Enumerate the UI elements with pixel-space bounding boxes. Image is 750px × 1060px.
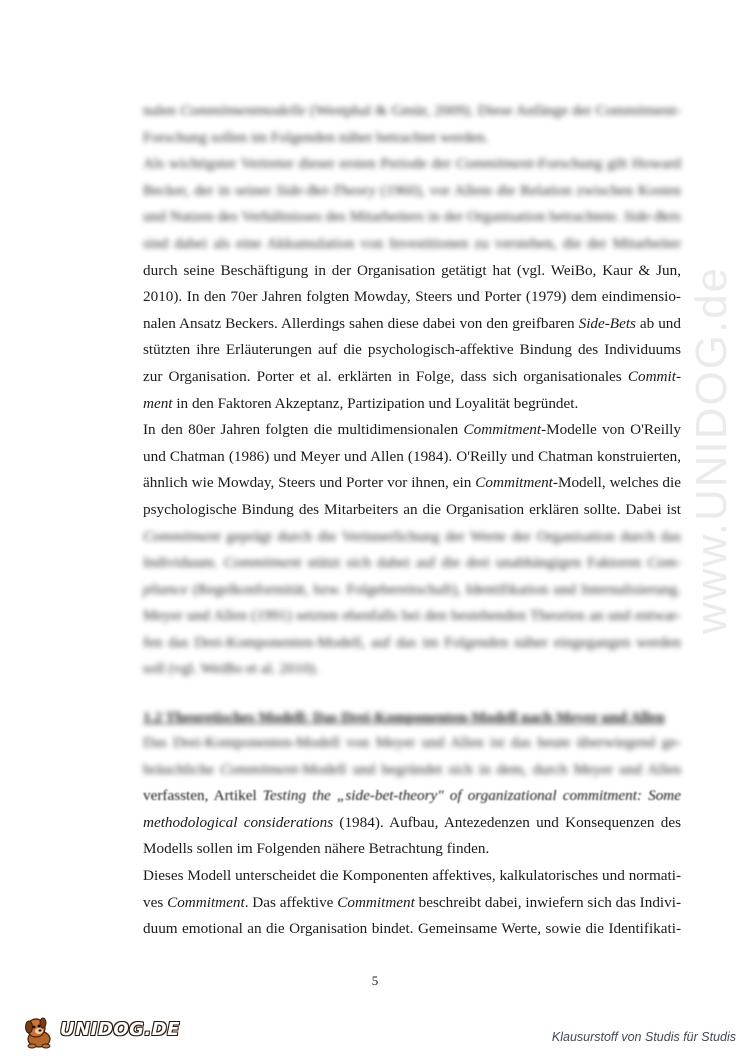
text-line xyxy=(143,916,681,943)
text-line xyxy=(143,757,681,784)
italic-term: pliance xyxy=(143,580,188,598)
text-line xyxy=(143,577,681,604)
text-segment: ähnlich wie Mowday, Steers und Porter vor ihnen, ein xyxy=(143,474,476,492)
page-number: 5 xyxy=(371,973,379,988)
italic-term: Commitment xyxy=(463,421,542,439)
text-segment: Forschung sollen im Folgenden näher betrachtet werden. xyxy=(143,128,489,146)
text-segment: duum emotional an die Organisation bindet. Gemeinsame Werte, sowie die Identifikati- xyxy=(143,920,681,938)
text-line xyxy=(143,550,681,577)
footer-tagline: Klausurstoff von Studis für Studis xyxy=(551,1030,736,1044)
italic-term: methodological considerations xyxy=(143,813,334,831)
text-segment: Becker, der in seiner xyxy=(143,181,277,199)
text-segment: -Forschung gilt Howard xyxy=(533,155,681,173)
watermark: www.UNIDOG.de xyxy=(687,265,736,635)
text-line xyxy=(143,630,681,657)
text-segment: . Das affektive xyxy=(244,893,338,911)
text-line xyxy=(143,98,681,125)
text-line xyxy=(143,863,681,890)
italic-term: Commitment xyxy=(219,760,298,778)
text-line xyxy=(143,258,681,285)
text-segment: Dieses Modell unterscheidet die Komponenten affektives, kalkulatorisches und normati- xyxy=(143,866,681,884)
text-line xyxy=(143,836,681,863)
text-segment: 2010). In den 70er Jahren folgten Mowday, Steers und Porter (1979) dem eindimensio- xyxy=(143,288,681,306)
italic-term: Com- xyxy=(647,554,681,572)
unidog-logo[interactable] xyxy=(22,1015,180,1049)
text-line xyxy=(143,524,681,551)
text-segment: soll (vgl. WeiBo et al. 2010). xyxy=(143,660,319,678)
body-text-block-2 xyxy=(143,730,681,943)
text-line xyxy=(143,231,681,258)
text-segment: Modells sollen im Folgenden nähere Betrachtung finden. xyxy=(143,840,490,858)
text-line xyxy=(143,364,681,391)
text-segment: ab und xyxy=(635,314,681,332)
text-line xyxy=(143,311,681,338)
text-line xyxy=(143,470,681,497)
italic-term: Commit- xyxy=(627,367,681,385)
italic-term: Side-Bets xyxy=(578,314,636,332)
italic-term: Commitment xyxy=(143,527,221,545)
text-segment: sind dabei als eine Akkumulation von Investitionen zu verstehen, die der Mitarbeiter xyxy=(143,234,681,252)
text-line xyxy=(143,417,681,444)
text-segment: fen das Drei-Komponenten-Modell, auf das im Folgenden näher eingegangen werden xyxy=(143,633,681,651)
text-line xyxy=(143,890,681,917)
section-heading: 1.2 Theoretisches Modell: Das Drei-Komponenten-Modell nach Meyer und Allen xyxy=(143,709,665,726)
text-line xyxy=(143,337,681,364)
text-segment: Das Drei-Komponenten-Modell von Meyer und Allen ist das heute überwiegend ge- xyxy=(143,734,681,751)
text-segment: stützt sich dabei auf die drei unabhängigen Faktoren xyxy=(301,554,648,572)
italic-term: Commitment xyxy=(475,474,553,492)
text-segment: stützten ihre Erläuterungen auf die psychologisch-affektive Bindung des Individuums xyxy=(143,341,681,359)
text-segment: -Modell, welches die xyxy=(552,474,681,492)
text-segment: -Modelle von O'Reilly xyxy=(541,421,681,439)
italic-term: Commitment xyxy=(337,893,415,911)
italic-term: Commitment xyxy=(167,893,245,911)
logo-text: UNIDOG.DE xyxy=(60,1019,180,1040)
italic-term: Commitment xyxy=(455,155,534,173)
text-line xyxy=(143,284,681,311)
text-segment: (1960), vor Allem die Relation zwischen Kosten xyxy=(375,181,681,199)
italic-term: Commitmentmodelle xyxy=(180,102,306,119)
text-segment: (1984). Aufbau, Antezedenzen und Konsequenzen des xyxy=(333,813,681,831)
text-segment: psychologische Bindung des Mitarbeiters an die Organisation erklären sollte. Dabei ist xyxy=(143,500,681,518)
text-segment: zur Organisation. Porter et al. erklärten in Folge, dass sich organisationales xyxy=(143,367,628,385)
italic-term: Side-Bet-Theory xyxy=(276,181,376,199)
text-segment: Individuum. xyxy=(143,554,224,572)
text-line xyxy=(143,151,681,178)
text-line xyxy=(143,391,681,418)
text-segment: Meyer und Allen (1991) setzten ebenfalls bei den bestehenden Theorien an und entwar- xyxy=(143,607,681,625)
text-line xyxy=(143,783,681,810)
text-line xyxy=(143,444,681,471)
text-segment: verfassten, Artikel xyxy=(143,787,263,805)
italic-term: Testing the „side-bet-theory" of organizational commitment: Some xyxy=(262,787,681,805)
text-segment: (Regelkonformität, bzw. Folgebereitschaft), Identifikation und Internalisierung. xyxy=(187,580,681,598)
text-segment: in den Faktoren Akzeptanz, Partizipation und Loyalität begründet. xyxy=(172,394,579,412)
text-line xyxy=(143,730,681,757)
italic-term: Side-Bets xyxy=(623,208,681,226)
text-segment: nalen xyxy=(143,102,181,119)
text-line xyxy=(143,497,681,524)
text-segment: bräuchliche xyxy=(143,760,220,778)
text-line xyxy=(143,810,681,837)
text-segment: geprägt durch die Verinnerlichung der Werte der Organisation durch das xyxy=(220,527,681,545)
text-line xyxy=(143,125,681,152)
text-line xyxy=(143,603,681,630)
text-line xyxy=(143,178,681,205)
text-segment: In den 80er Jahren folgten die multidimensionalen xyxy=(143,421,464,439)
dog-mascot-icon xyxy=(22,1015,58,1049)
text-segment: und Nutzen des Verhältnisses des Mitarbeiters in der Organisation betrachtete. xyxy=(143,208,624,226)
text-segment: (Westphal & Gmür, 2009). Diese Anfänge der Commitment- xyxy=(305,102,682,119)
text-segment: ves xyxy=(143,893,168,911)
text-segment: Als wichtigster Vertreter dieser ersten Periode der xyxy=(143,155,456,173)
text-line xyxy=(143,204,681,231)
text-segment: nalen Ansatz Beckers. Allerdings sahen diese dabei von den greifbaren xyxy=(143,314,579,332)
text-segment: -Modell und begründet sich in dem, durch Meyer und Allen xyxy=(297,760,681,778)
text-segment: und Chatman (1986) und Meyer und Allen (1984). O'Reilly und Chatman konstruierten, xyxy=(143,447,681,465)
text-line xyxy=(143,656,681,683)
text-segment: durch seine Beschäftigung in der Organisation getätigt hat (vgl. WeiBo, Kaur & Jun, xyxy=(143,261,681,279)
body-text-block-1 xyxy=(143,98,681,683)
italic-term: ment xyxy=(143,394,173,412)
italic-term: Commitment xyxy=(223,554,302,572)
text-segment: beschreibt dabei, inwiefern sich das Indivi- xyxy=(414,893,682,911)
